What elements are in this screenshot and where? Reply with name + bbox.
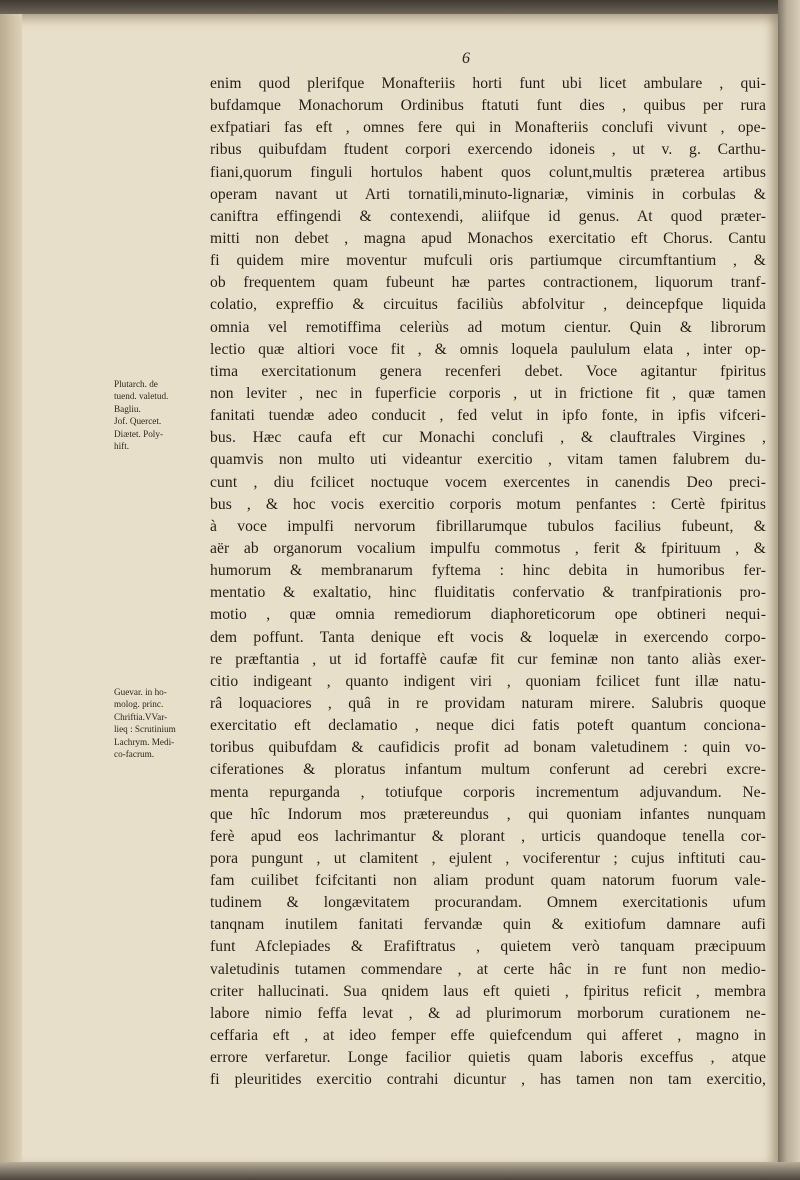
text-line: que hîc Indorum mos prætereundus , qui quoniam infantes nunquam <box>210 805 766 823</box>
text-line: errore verfaretur. Longe facilior quietis quam laboris exceffus , atque <box>210 1049 766 1067</box>
text-line: ceffaria eft , at ideo femper effe quiefcendum qui afferet , magno in <box>210 1027 766 1045</box>
marginal-note-line: lieq : Scrutinium <box>114 724 176 735</box>
book-fore-edge <box>778 0 800 1180</box>
text-line: bufdamque Monachorum Ordinibus ftatuti funt dies , quibus per rura <box>210 97 766 115</box>
marginal-note-guevara <box>114 686 206 760</box>
page-gutter <box>0 14 22 1166</box>
page-number: 6 <box>462 50 470 67</box>
text-line: à voce impulfi nervorum fibrillarumque tubulos facilius fubeunt, & <box>210 517 766 535</box>
text-line: non leviter , nec in fuperficie corporis , ut in frictione fit , quæ tamen <box>210 384 766 402</box>
text-line: râ loquaciores , quâ in re providam naturam mirere. Salubris quoque <box>210 694 766 712</box>
text-line: funt Afclepiades & Erafiftratus , quietem verò tanquam præcipuum <box>210 938 766 956</box>
marginal-note-plutarch <box>114 378 206 452</box>
text-line: exercitatio eft declamatio , neque dici fatis poteft quantum conciona- <box>210 717 766 735</box>
text-line: ob frequentem quam fubeunt hæ partes contractionem, liquorum tranf- <box>210 274 766 292</box>
text-line: fam cuilibet fcifcitanti non aliam produnt quam natorum fuorum vale- <box>210 872 766 890</box>
text-line: mentatio & exaltatio, hinc fluiditatis confervatio & tranfpirationis pro- <box>210 584 766 602</box>
text-line: toribus quibufdam & caufidicis profit ad bonam valetudinem : quin vo- <box>210 739 766 757</box>
text-line: labore nimio feffa levat , & ad plurimorum morborum curationem ne- <box>210 1004 766 1022</box>
text-line: citio indigeant , quanto indigent viri , quoniam fcilicet funt illæ natu- <box>210 672 766 690</box>
marginal-note-line: Bagliu. <box>114 403 141 414</box>
marginal-note-line: Chriftia.VVar- <box>114 711 168 722</box>
text-line: colatio, expreffio & circuitus faciliùs abfolvitur , deincepfque liquida <box>210 296 766 314</box>
text-line: fanitati tuendæ adeo conducit , fed velut in ipfo fonte, in ipfis vifceri- <box>210 407 766 425</box>
marginal-note-line: molog. princ. <box>114 699 164 710</box>
marginal-note-line: tuend. valetud. <box>114 391 169 402</box>
text-line: dem poffunt. Tanta denique eft vocis & loquelæ in exercendo corpo- <box>210 628 766 646</box>
text-line: omnia vel remotiffima celeriùs ad motum cientur. Quin & librorum <box>210 318 766 336</box>
text-line: ferè apud eos lachrimantur & plorant , urticis quandoque tenella cor- <box>210 827 766 845</box>
book-bottom-edge <box>0 1162 800 1180</box>
text-line: bus , & hoc vocis exercitio corporis motum penfantes : Certè fpiritus <box>210 495 766 513</box>
text-line: aër ab organorum vocalium impulfu commotus , ferit & fpirituum , & <box>210 539 766 557</box>
text-line: fi pleuritides exercitio contrahi dicuntur , has tamen non tam exercitio, <box>210 1071 766 1089</box>
text-line: caniftra effingendi & contexendi, aliifque id genus. At quod præter- <box>210 207 766 225</box>
text-line: valetudinis tutamen commendare , at certe hâc in re funt non medio- <box>210 960 766 978</box>
marginal-note-line: Diætet. Poly- <box>114 428 164 439</box>
text-line: tudinem & longævitatem procurandam. Omnem exercitationis ufum <box>210 894 766 912</box>
text-line: motio , quæ omnia remediorum diaphoreticorum ope obtineri nequi- <box>210 606 766 624</box>
text-line: tanqnam inutilem fanitati fervandæ quin & exitiofum damnare aufi <box>210 916 766 934</box>
marginal-note-line: Guevar. in ho- <box>114 687 167 697</box>
body-text <box>210 73 766 1091</box>
text-line: fi quidem mire moventur mufculi oris partiumque circumftantium , & <box>210 252 766 270</box>
text-line: cunt , diu fcilicet noctuque vocem exercentes in canendis Deo preci- <box>210 473 766 491</box>
marginal-note-line: Lachrym. Medi- <box>114 736 175 747</box>
text-line: fiani,quorum finguli hortulos habent quos colunt,multis prætereа artibus <box>210 163 766 181</box>
text-line: enim quod plerifque Monafteriis horti funt ubi licet ambulare , qui- <box>210 75 766 92</box>
text-line: ciferationes & ploratus infantum multum conferunt ad cerebri excre- <box>210 761 766 779</box>
text-line: humorum & membranarum fyftema : hinc debita in humoribus fer- <box>210 562 766 580</box>
marginal-note-line: Jof. Quercet. <box>114 416 162 427</box>
text-line: lectio quæ altiori voce fit , & omnis loquela paululum elata , inter op- <box>210 340 766 358</box>
text-line: exfpatiari fas eft , omnes fere qui in Monafteriis conclufi vivunt , ope- <box>210 119 766 137</box>
text-line: mitti non debet , magna apud Monachos exercitatio eft Chorus. Cantu <box>210 229 766 247</box>
text-line: tima exercitationum genera recenferi debet. Voce agitantur fpiritus <box>210 362 766 380</box>
marginal-note-line: Plutarch. de <box>114 379 158 389</box>
text-line: menta repurganda , totiufque corporis incrementum adjuvandum. Ne- <box>210 783 766 801</box>
text-line: pora pungunt , ut clamitent , ejulent , vociferentur ; cujus inftituti cau- <box>210 849 766 867</box>
text-line: criter hallucinati. Sua qnidem laus eft quieti , fpiritus reficit , membra <box>210 982 766 1000</box>
text-line: operam navant ut Arti tornatili,minuto-lignariæ, viminis in corbulas & <box>210 185 766 203</box>
marginal-note-line: co-facrum. <box>114 749 155 760</box>
text-line: ribus quibufdam ftudent corpori exercendo idoneis , ut v. g. Carthu- <box>210 141 766 159</box>
marginal-note-line: hift. <box>114 441 130 452</box>
text-line: quamvis non multo uti videantur exercitio , vitam tamen falubrem du- <box>210 451 766 469</box>
text-line: re præftantia , ut id fortaffè caufæ fit cur feminæ non tanto aliàs exer- <box>210 650 766 668</box>
text-line: bus. Hæc caufa eft cur Monachi conclufi , & clauftrales Virgines , <box>210 429 766 447</box>
